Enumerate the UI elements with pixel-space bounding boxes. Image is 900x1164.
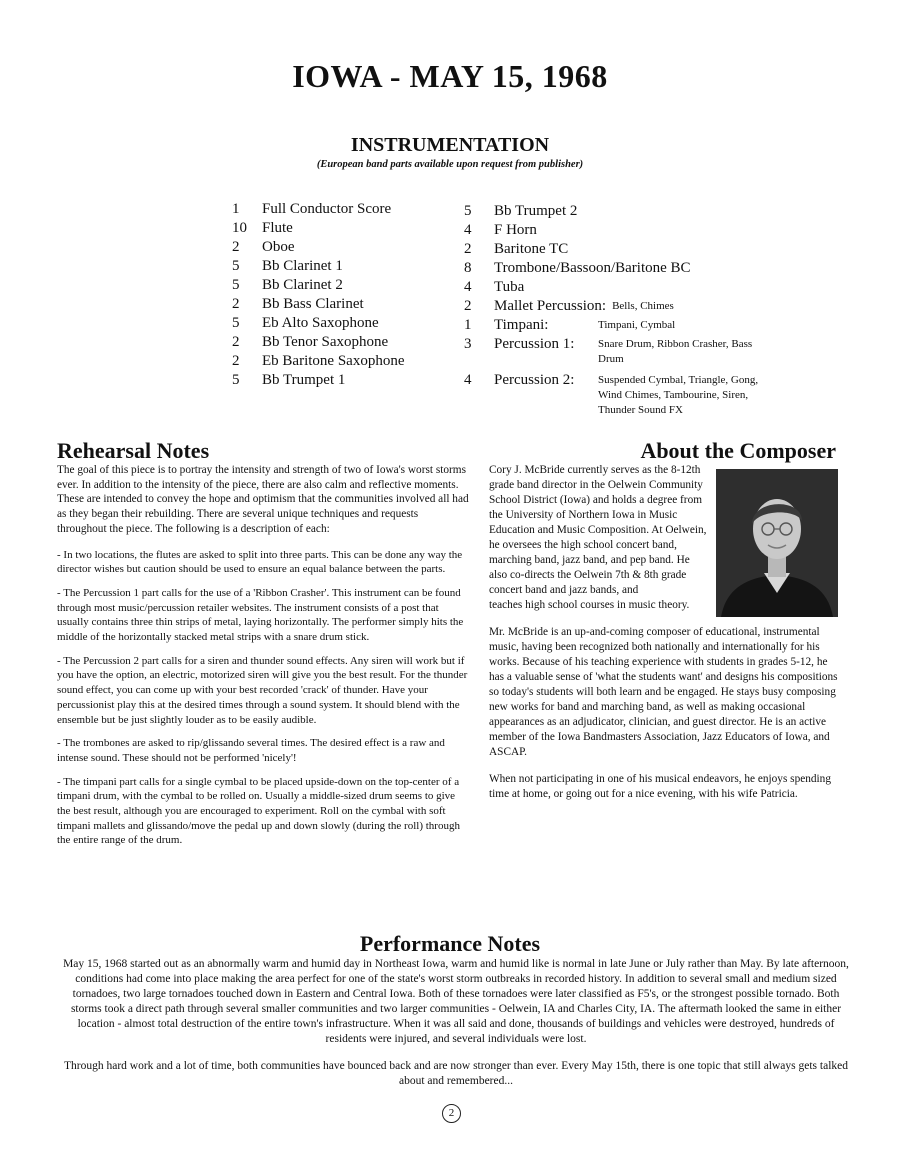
rehearsal-paragraph: - The Percussion 2 part calls for a siren and thunder sound effects. Any siren will work but if you have the option, an electric, motorized siren will give you the best result. For the thunder sound effect, you can come up with your best recorded 'crack' of thunder. Have your percussionist play this at the desired times through a sound system. It should blend with the ensemble but be just slightly louder as to be easily audible.: [57, 654, 468, 726]
instrument-name: Mallet Percussion:: [494, 298, 607, 314]
instrument-row: [464, 316, 768, 335]
instrument-row: [232, 371, 404, 390]
instrument-qty: 1: [464, 317, 472, 333]
instrument-row: [464, 371, 768, 418]
instrument-detail: Suspended Cymbal, Triangle, Gong, Wind Chimes, Tambourine, Siren, Thunder Sound FX: [598, 374, 759, 416]
instrument-row: [232, 352, 404, 371]
instrument-qty: 2: [232, 296, 240, 312]
instrument-row: [464, 221, 768, 240]
instrument-name: Flute: [262, 220, 293, 236]
instrument-name: Percussion 1:: [494, 336, 575, 352]
rehearsal-paragraph: - The timpani part calls for a single cymbal to be placed upside-down on the top-center of a timpani drum, with the cymbal to be rolled on. Usually a middle-sized drum seems to give the best result, although you are encouraged to experiment. Roll on the cymbal with soft timpani mallets and glissando/move the pedal up and down slowly (during the roll) through the entire range of the drum.: [57, 775, 460, 847]
performance-notes-body: [56, 957, 856, 1101]
instrument-name: Oboe: [262, 239, 295, 255]
instrument-qty: 2: [232, 334, 240, 350]
instrument-name: Bb Tenor Saxophone: [262, 334, 389, 350]
instrument-qty: 4: [464, 372, 472, 388]
instrumentation-heading: INSTRUMENTATION: [350, 134, 550, 156]
instrument-name: Eb Baritone Saxophone: [262, 353, 405, 369]
composer-paragraph: teaches high school courses in music theory.: [489, 599, 690, 611]
performance-paragraph: May 15, 1968 started out as an abnormally warm and humid day in Northeast Iowa, warm and humid like is normal in late June or July rather than May. By late afternoon, conditions had come into place making the area perfect for one of the state's worst storm outbreaks in recorded history. In addition to several small and medium sized tornadoes, two large tornadoes touched down in Eastern and Central Iowa. Both of these tornadoes were later classified as F5's, or the strongest possible tornado. Both storms took a direct path through several smaller communities and two larger communities - Oelwein, IA and Charles City, IA. The aftermath looked the same in either location - almost total destruction of the entire town's infrastructure. When it was all said and done, thousands of buildings and vehicles were destroyed, hundreds of residents were injured, and several individuals were lost.: [63, 958, 849, 1045]
instrument-name: Bb Clarinet 2: [262, 277, 343, 293]
instrument-name: Baritone TC: [494, 241, 569, 257]
composer-paragraph: When not participating in one of his musical endeavors, he enjoys spending time at home, or going out for a nice evening, with his wife Patricia.: [489, 773, 831, 800]
instrument-qty: 4: [464, 279, 472, 295]
instrument-row: [232, 238, 404, 257]
instrument-name: F Horn: [494, 222, 537, 238]
instrument-row: [232, 295, 404, 314]
page-number: 2: [442, 1104, 461, 1123]
instrument-name: Timpani:: [494, 317, 549, 333]
instrument-name: Tuba: [494, 279, 525, 295]
instrument-row: [232, 276, 404, 295]
instrumentation-list-left: [232, 200, 404, 390]
instrument-qty: 2: [464, 241, 472, 257]
instrument-qty: 8: [464, 260, 472, 276]
instrument-qty: 4: [464, 222, 472, 238]
composer-paragraph: Cory J. McBride currently serves as the 8-12th grade band director in the Oelwein Community School District (Iowa) and holds a degree from the University of Northern Iowa in Music Education and Music Composition. At Oelwein, he oversees the high school concert band, marching band, jazz band, and pep band. He also co-directs the Oelwein 7th & 8th grade concert band and jazz bands, and: [489, 464, 707, 596]
about-composer-body: [489, 463, 839, 814]
page-title: IOWA - MAY 15, 1968: [292, 58, 608, 94]
instrument-name: Bb Trumpet 1: [262, 372, 346, 388]
instrument-row: [464, 335, 768, 367]
instrument-row: [232, 257, 404, 276]
instrument-name: Full Conductor Score: [262, 201, 392, 217]
instrument-qty: 2: [232, 239, 240, 255]
instrument-row: [464, 259, 768, 278]
instrument-detail: Bells, Chimes: [612, 300, 674, 312]
instrument-qty: 5: [232, 372, 240, 388]
instrument-qty: 2: [232, 353, 240, 369]
instrument-row: [464, 278, 768, 297]
instrument-qty: 1: [232, 201, 240, 217]
instrument-detail: Timpani, Cymbal: [598, 319, 676, 331]
rehearsal-notes-heading: Rehearsal Notes: [57, 438, 210, 463]
rehearsal-paragraph: The goal of this piece is to portray the intensity and strength of two of Iowa's worst storms ever. In addition to the intensity of the piece, there are also calm and reflective moments. These are intended to convey the hope and optimism that the communities involved all had as they began their rebuilding. There are several unique techniques and requests throughout the piece. The following is a description of each:: [57, 464, 469, 535]
instrument-qty: 5: [464, 203, 472, 219]
rehearsal-paragraph: - The Percussion 1 part calls for the use of a 'Ribbon Crasher'. This instrument can be found through most music/percussion retailer websites. The instrument consists of a post that usually contains three thin strips of metal, laying horizontally. The performer simply hits the middle of the horizontally stacked metal strips with a snare drum stick.: [57, 586, 464, 644]
instrument-name: Trombone/Bassoon/Baritone BC: [494, 260, 691, 276]
instrument-detail: Snare Drum, Ribbon Crasher, Bass Drum: [598, 338, 753, 365]
performance-notes-heading: Performance Notes: [359, 931, 541, 956]
instrumentation-note: (European band parts available upon request from publisher): [316, 159, 584, 170]
instrument-qty: 5: [232, 258, 240, 274]
instrument-name: Bb Trumpet 2: [494, 203, 578, 219]
instrument-row: [464, 297, 768, 316]
rehearsal-paragraph: - The trombones are asked to rip/glissando several times. The desired effect is a raw and intense sound. These should not be performed 'nicely'!: [57, 737, 445, 764]
instrument-row: [232, 219, 404, 238]
performance-paragraph: Through hard work and a lot of time, both communities have bounced back and are now stronger than ever. Every May 15th, there is one topic that still always gets talked about and remembered...: [63, 1060, 849, 1087]
instrument-row: [464, 240, 768, 259]
instrumentation-list-right: [464, 202, 768, 418]
rehearsal-notes-body: [57, 463, 469, 857]
instrument-row: [232, 314, 404, 333]
instrument-row: [232, 333, 404, 352]
instrument-name: Eb Alto Saxophone: [262, 315, 379, 331]
instrument-row: [232, 200, 404, 219]
instrument-qty: 10: [232, 220, 247, 236]
instrument-name: Bb Bass Clarinet: [262, 296, 364, 312]
instrument-qty: 5: [232, 315, 240, 331]
instrument-qty: 2: [464, 298, 472, 314]
instrument-name: Bb Clarinet 1: [262, 258, 343, 274]
instrument-row: [464, 202, 768, 221]
about-composer-heading: About the Composer: [640, 438, 836, 463]
instrument-qty: 3: [464, 336, 472, 352]
composer-paragraph: Mr. McBride is an up-and-coming composer of educational, instrumental music, having been recognized both nationally and internationally for his works. Because of his teaching experience with students in grades 5-12, he has a valuable sense of 'what the students want' and designs his compositions so today's students will both learn and be engaged. He stays busy composing new works for band and marching band, as well as making occasional appearances as an adjudicator, clinician, and guest director. He is an active member of the Iowa Bandmasters Association, Jazz Educators of Iowa, and ASCAP.: [489, 626, 838, 758]
rehearsal-paragraph: - In two locations, the flutes are asked to split into three parts. This can be done any way the director wishes but caution should be used to ensure an equal balance between the parts.: [57, 548, 463, 576]
instrument-name: Percussion 2:: [494, 372, 575, 388]
instrument-qty: 5: [232, 277, 240, 293]
